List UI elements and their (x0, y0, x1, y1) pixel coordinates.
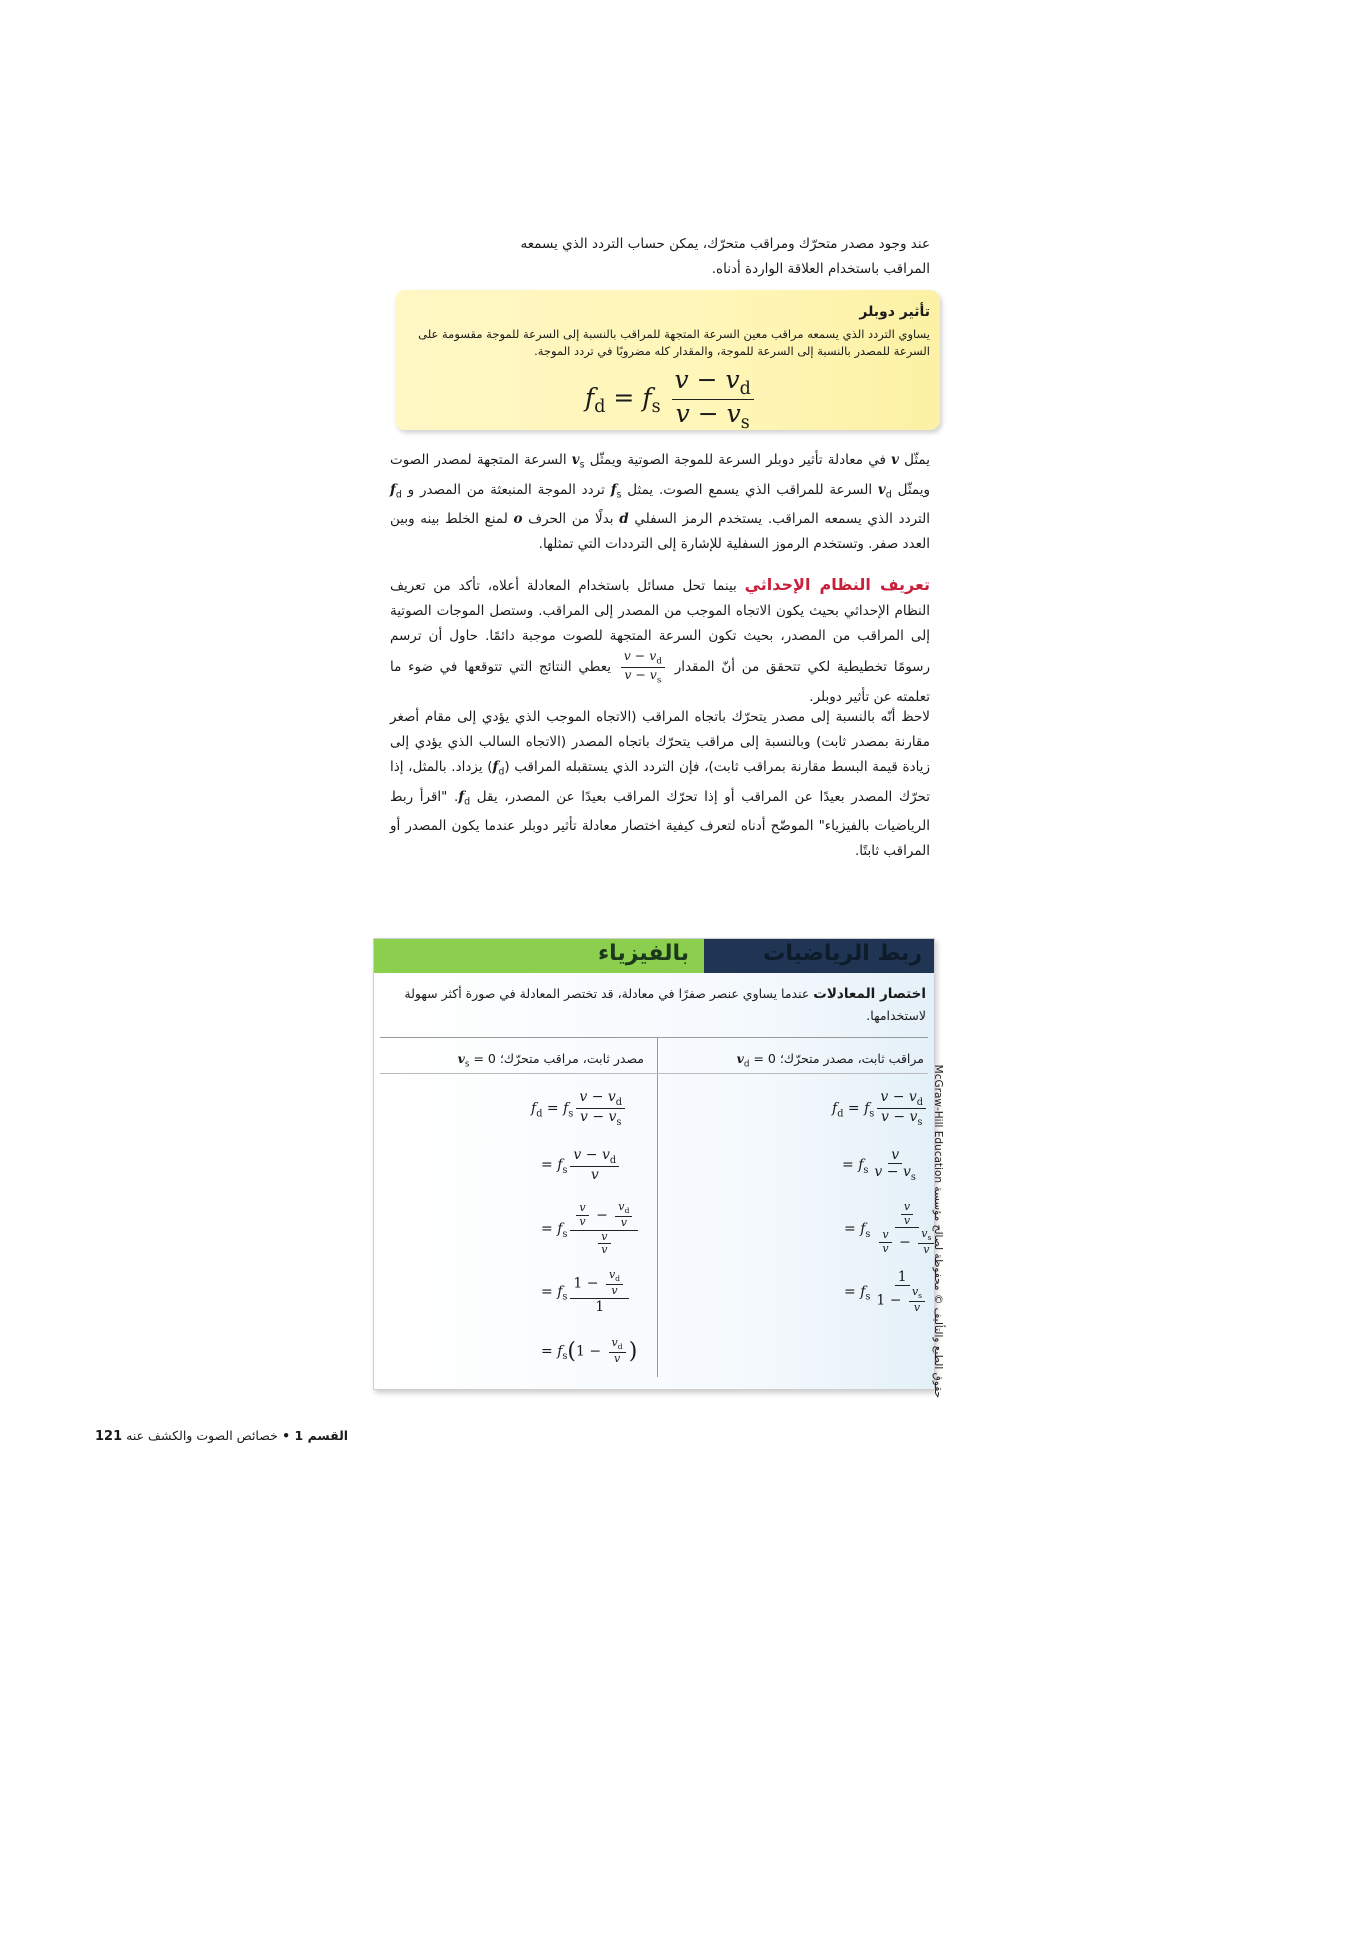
eq-right-3: = $f_s$ $\frac{v}{v}$ $\frac{v}{v}$ − $\frac{v_s}{v}$ (844, 1201, 943, 1257)
eq-left-4: = $f_s$ 1 − $\frac{v_d}{v}$ 1 (541, 1269, 632, 1315)
doppler-equation: $f_d = f_s$ $\frac{v - v_d}{v - v_s}$ (585, 366, 757, 433)
intro-text (390, 232, 930, 282)
section-label: القسم 1 (294, 1428, 349, 1443)
eq-right-4: = $f_s$ 1 1 − $\frac{v_s}{v}$ (844, 1269, 934, 1315)
page-footer: القسم 1 • خصائص الصوت والكشف عنه 121 (95, 1428, 349, 1444)
coordinate-system-heading: تعريف النظام الإحداثي (744, 575, 931, 594)
column-head-stationary-observer: مراقب ثابت، مصدر متحرّك؛ $v_d = 0$ (736, 1051, 924, 1070)
shortcut-title: اختصار المعادلات (813, 986, 926, 1002)
math-physics-panel (373, 938, 935, 1390)
paragraph-variables: يمثّل v في معادلة تأثير دوبلر السرعة للموجة الصوتية ويمثّل $v_s$ السرعة المتجهة لمصدر الصوت ويمثّل $v_d$ السرعة للمراقب الذي يسمع الصوت. يمثل $f_s$ تردد الموجة المنبعثة من المصدر و $f_d$ التردد الذي يسمعه المراقب. يستخدم الرمز السفلي d بدلًا من الحرف o لمنع الخلط بينه وبين العدد صفر. وتستخدم الرموز السفلية للإشارة إلى الترددات التي تمثلها. (390, 452, 930, 553)
panel-header (374, 939, 934, 973)
paragraph-coordinate-system: تعريف النظام الإحداثي بينما تحل مسائل باستخدام المعادلة أعلاه، تأكد من تعريف النظام الإحداثي بحيث يكون الاتجاه الموجب من المصدر إلى المراقب. وستصل الموجات الصوتية إلى المراقب من المصدر، بحيث تكون السرعة المتجهة للصوت موجبة دائمًا. حاول أن ترسم رسومًا تخطيطية لكي تتحقق من أنّ المقدار $\frac{v - v_d}{v - v_s}$ يعطي النتائج التي تتوقعها في ضوء ما تعلمته عن تأثير دوبلر. (390, 575, 931, 706)
eq-left-5: = $f_s(1$ − $\frac{v_d}{v}$ ) (541, 1336, 638, 1366)
divider (380, 1037, 928, 1038)
intro-line-1: عند وجود مصدر متحرّك ومراقب متحرّك، يمكن حساب التردد الذي يسمعه (520, 236, 930, 252)
eq-left-1: $f_d = f_s$ $\frac{v - v_d}{v - v_s}$ (531, 1089, 628, 1128)
column-divider (657, 1037, 658, 1377)
eq-right-2: = $f_s$ $\frac{v}{v - v_s}$ (842, 1147, 916, 1183)
eq-left-2: = $f_s$ $\frac{v - v_d}{v}$ (541, 1147, 622, 1183)
eq-left-3: = $f_s$ $\frac{v}{v}$ − $\frac{v_d}{v}$ $\frac{v}{v}$ (541, 1201, 641, 1257)
intro-line-2: المراقب باستخدام العلاقة الواردة أدناه. (711, 261, 930, 277)
header-math: ربط الرياضيات (763, 941, 922, 966)
doppler-fraction: $\frac{v - v_d}{v - v_s}$ (672, 366, 754, 433)
inline-fraction: $\frac{v - v_d}{v - v_s}$ (621, 649, 665, 685)
chapter-title: خصائص الصوت والكشف عنه (126, 1428, 278, 1443)
doppler-definition: يساوي التردد الذي يسمعه مراقب معين السرعة المتجهة للمراقب بالنسبة إلى السرعة للموجة مقسومة على السرعة للمصدر بالنسبة إلى السرعة للموجة، والمقدار كله مضروبًا في تردد الموجة. (418, 327, 930, 358)
header-physics: بالفيزياء (597, 941, 689, 966)
eq-right-1: $f_d = f_s$ $\frac{v - v_d}{v - v_s}$ (832, 1089, 929, 1128)
copyright-note: حقوق الطبع والتأليف © محفوظة لصالح مؤسسة McGraw-Hill Education (932, 1064, 944, 1398)
doppler-definition-box (395, 290, 940, 434)
column-head-stationary-source: مصدر ثابت، مراقب متحرّك؛ $v_s = 0$ (457, 1051, 644, 1070)
shortcut-text: اختصار المعادلات عندما يساوي عنصر صفرًا في معادلة، قد تختصر المعادلة في صورة أكثر سهولة لاستخدامها. (404, 986, 926, 1023)
page-number: 121 (95, 1429, 123, 1444)
divider (380, 1073, 928, 1074)
doppler-title: تأثير دوبلر (859, 304, 930, 320)
paragraph-frequency-change: لاحظ أنّه بالنسبة إلى مصدر يتحرّك باتجاه المراقب (الاتجاه الموجب الذي يؤدي إلى مقام أصغر مقارنة بمصدر ثابت) وبالنسبة إلى مراقب يتحرّك باتجاه المصدر (الاتجاه السالب الذي يؤدي إلى زيادة قيمة البسط مقارنة بمراقب ثابت)، فإن التردد الذي يستقبله المراقب $(f_d)$ يزداد. بالمثل، إذا تحرّك المصدر بعيدًا عن المراقب أو إذا تحرّك المراقب بعيدًا عن المصدر، يقل $f_d$. "اقرأ ربط الرياضيات بالفيزياء" الموضّح أدناه لتعرف كيفية اختصار معادلة تأثير دوبلر عندما يكون المصدر أو المراقب ثابتًا. (390, 709, 931, 860)
